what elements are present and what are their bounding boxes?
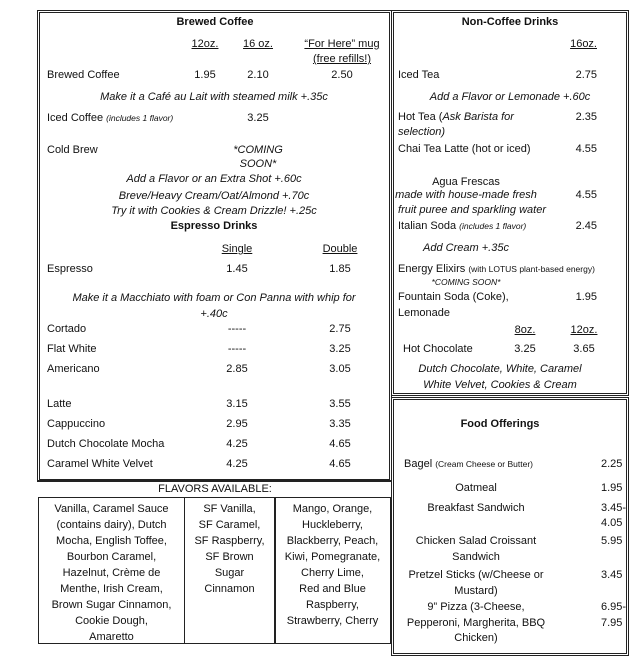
price: 4.05 bbox=[601, 517, 623, 529]
price: 3.45- bbox=[601, 502, 627, 514]
flavor-line: Amaretto bbox=[89, 631, 134, 643]
flavor-column-sugar-free bbox=[184, 497, 276, 644]
item-desc: made with house-made fresh bbox=[395, 189, 537, 201]
flavor-line: Brown Sugar Cinnamon, bbox=[51, 599, 172, 611]
price: 2.95 bbox=[226, 418, 248, 430]
item-name: Fountain Soda (Coke), bbox=[398, 291, 509, 303]
item-name: Chicken Salad Croissant bbox=[415, 535, 537, 547]
item-name: Espresso bbox=[47, 263, 93, 275]
addon-note: Make it a Macchiato with foam or Con Panna with whip for bbox=[72, 292, 356, 304]
price: 2.75 bbox=[575, 69, 597, 81]
item-name: Agua Frescas bbox=[432, 176, 500, 188]
item-name-text: Hot Tea ( bbox=[398, 111, 443, 123]
addon-note: +.40c bbox=[200, 308, 228, 320]
flavor-line: Bourbon Caramel, bbox=[66, 551, 157, 563]
price: 5.95 bbox=[601, 535, 623, 547]
item-note: selection) bbox=[398, 126, 446, 138]
price: 1.95 bbox=[194, 69, 216, 81]
flavors-header bbox=[37, 480, 392, 498]
addon-note: Add Cream +.35c bbox=[423, 242, 509, 254]
price: 3.55 bbox=[329, 398, 351, 410]
section-title: Brewed Coffee bbox=[176, 16, 254, 28]
price: 4.25 bbox=[226, 438, 248, 450]
price: 4.65 bbox=[329, 458, 351, 470]
item-name: Pretzel Sticks (w/Cheese or bbox=[408, 569, 544, 581]
addon-note: Make it a Café au Lait with steamed milk +.35c bbox=[100, 91, 328, 103]
item-name: Lemonade bbox=[398, 307, 450, 319]
addon-note: Breve/Heavy Cream/Oat/Almond +.70c bbox=[118, 190, 310, 202]
price: 1.95 bbox=[575, 291, 597, 303]
item-name bbox=[47, 111, 173, 125]
price: ----- bbox=[227, 323, 247, 335]
item-name: Mustard) bbox=[454, 585, 498, 597]
item-note: (Cream Cheese or Butter) bbox=[435, 459, 533, 469]
item-note: (includes 1 flavor) bbox=[459, 221, 527, 231]
flavor-note: White Velvet, Cookies & Cream bbox=[423, 379, 577, 391]
price: 4.25 bbox=[226, 458, 248, 470]
flavor-line: SF Brown bbox=[205, 551, 254, 563]
flavor-line: Hazelnut, Crème de bbox=[62, 567, 161, 579]
item-name: Cappuccino bbox=[47, 418, 106, 430]
flavor-line: SF Caramel, bbox=[198, 519, 261, 531]
header-12oz: 12oz. bbox=[191, 38, 219, 50]
header-single: Single bbox=[221, 243, 253, 255]
item-name-text: Bagel bbox=[404, 458, 433, 470]
addon-note: Add a Flavor or Lemonade +.60c bbox=[429, 91, 591, 103]
flavor-line: Cinnamon bbox=[204, 583, 255, 595]
item-name: Dutch Chocolate Mocha bbox=[47, 438, 165, 450]
price: 2.75 bbox=[329, 323, 351, 335]
flavor-column-regular bbox=[38, 497, 185, 644]
price: 4.55 bbox=[575, 143, 597, 155]
item-name: Iced Tea bbox=[398, 69, 440, 81]
flavor-line: Raspberry, bbox=[306, 599, 359, 611]
item-desc: fruit puree and sparkling water bbox=[398, 204, 546, 216]
header-mug-note: (free refills!) bbox=[312, 53, 372, 65]
flavor-line: Cookie Dough, bbox=[75, 615, 148, 627]
item-name: Chai Tea Latte (hot or iced) bbox=[398, 143, 531, 155]
item-name: Breakfast Sandwich bbox=[427, 502, 525, 514]
flavor-line: SF Vanilla, bbox=[203, 503, 256, 515]
header-8oz: 8oz. bbox=[514, 324, 536, 336]
price: 1.85 bbox=[329, 263, 351, 275]
price: 3.35 bbox=[329, 418, 351, 430]
item-name: Oatmeal bbox=[455, 482, 497, 494]
item-name: 9” Pizza (3-Cheese, bbox=[427, 601, 525, 613]
flavor-line: Huckleberry, bbox=[302, 519, 363, 531]
price: 1.45 bbox=[226, 263, 248, 275]
price: 3.25 bbox=[247, 112, 269, 124]
price: 3.25 bbox=[514, 343, 536, 355]
header-double: Double bbox=[322, 243, 358, 255]
flavor-line: Menthe, Irish Cream, bbox=[60, 583, 163, 595]
item-name: Americano bbox=[47, 363, 100, 375]
section-title: Espresso Drinks bbox=[170, 220, 258, 232]
header-12oz: 12oz. bbox=[570, 324, 598, 336]
section-title: Non-Coffee Drinks bbox=[461, 16, 559, 28]
item-name: Caramel White Velvet bbox=[47, 458, 153, 470]
flavor-line: Vanilla, Caramel Sauce bbox=[54, 503, 169, 515]
price: 6.95- bbox=[601, 601, 627, 613]
price: 2.25 bbox=[601, 458, 623, 470]
header-mug: “For Here” mug bbox=[304, 38, 380, 50]
item-note: (with LOTUS plant-based energy) bbox=[468, 264, 595, 274]
status-note: *COMING SOON* bbox=[431, 277, 501, 287]
item-name: Cortado bbox=[47, 323, 87, 335]
price: 3.25 bbox=[329, 343, 351, 355]
flavor-line: Mocha, English Toffee, bbox=[56, 535, 167, 547]
item-name: Pepperoni, Margherita, BBQ bbox=[406, 617, 546, 629]
flavor-column-fruit bbox=[274, 497, 391, 644]
price: 2.35 bbox=[575, 111, 597, 123]
flavor-line: Mango, Orange, bbox=[292, 503, 373, 515]
price: 1.95 bbox=[601, 482, 623, 494]
price: 3.45 bbox=[601, 569, 623, 581]
item-name-text: Italian Soda bbox=[398, 220, 457, 232]
item-name: Chicken) bbox=[454, 632, 498, 644]
item-note: (includes 1 flavor) bbox=[106, 113, 174, 123]
flavor-line: Sugar bbox=[214, 567, 245, 579]
section-title: Food Offerings bbox=[460, 418, 540, 430]
price: 2.85 bbox=[226, 363, 248, 375]
header-16oz: 16 oz. bbox=[243, 38, 273, 50]
price: 2.10 bbox=[247, 69, 269, 81]
price: 3.15 bbox=[226, 398, 248, 410]
price: 4.65 bbox=[329, 438, 351, 450]
item-name bbox=[398, 219, 526, 233]
item-name: Cold Brew bbox=[47, 144, 98, 156]
item-name: Flat White bbox=[47, 343, 97, 355]
flavor-line: Blackberry, Peach, bbox=[286, 535, 379, 547]
header-16oz: 16oz. bbox=[570, 38, 597, 50]
item-name: Latte bbox=[47, 398, 72, 410]
price: 4.55 bbox=[575, 189, 597, 201]
flavor-line: Strawberry, Cherry bbox=[286, 615, 379, 627]
section-title: FLAVORS AVAILABLE: bbox=[158, 483, 272, 495]
price: 3.05 bbox=[329, 363, 351, 375]
item-name bbox=[398, 110, 514, 124]
item-name: Brewed Coffee bbox=[47, 69, 120, 81]
item-name-text: Iced Coffee bbox=[47, 112, 104, 124]
item-name-text: Energy Elixirs bbox=[398, 263, 466, 275]
price: 3.65 bbox=[573, 343, 595, 355]
item-note: Ask Barista for bbox=[442, 111, 514, 123]
item-name: Sandwich bbox=[452, 551, 500, 563]
flavor-line: Cherry Lime, bbox=[301, 567, 364, 579]
status-note: *COMING bbox=[233, 144, 283, 156]
price: 2.50 bbox=[331, 69, 353, 81]
flavor-line: SF Raspberry, bbox=[194, 535, 265, 547]
addon-note: Try it with Cookies & Cream Drizzle! +.25c bbox=[111, 205, 317, 217]
item-name bbox=[404, 457, 533, 471]
flavor-line: (contains dairy), Dutch bbox=[56, 519, 167, 531]
price: 2.45 bbox=[575, 220, 597, 232]
flavor-line: Kiwi, Pomegranate, bbox=[284, 551, 381, 563]
flavor-note: Dutch Chocolate, White, Caramel bbox=[418, 363, 582, 375]
price: 7.95 bbox=[601, 617, 623, 629]
flavor-line: Red and Blue bbox=[299, 583, 366, 595]
status-note: SOON* bbox=[239, 158, 277, 170]
price: ----- bbox=[227, 343, 247, 355]
item-name: Hot Chocolate bbox=[403, 343, 473, 355]
addon-note: Add a Flavor or an Extra Shot +.60c bbox=[126, 173, 302, 185]
item-name bbox=[398, 262, 595, 276]
